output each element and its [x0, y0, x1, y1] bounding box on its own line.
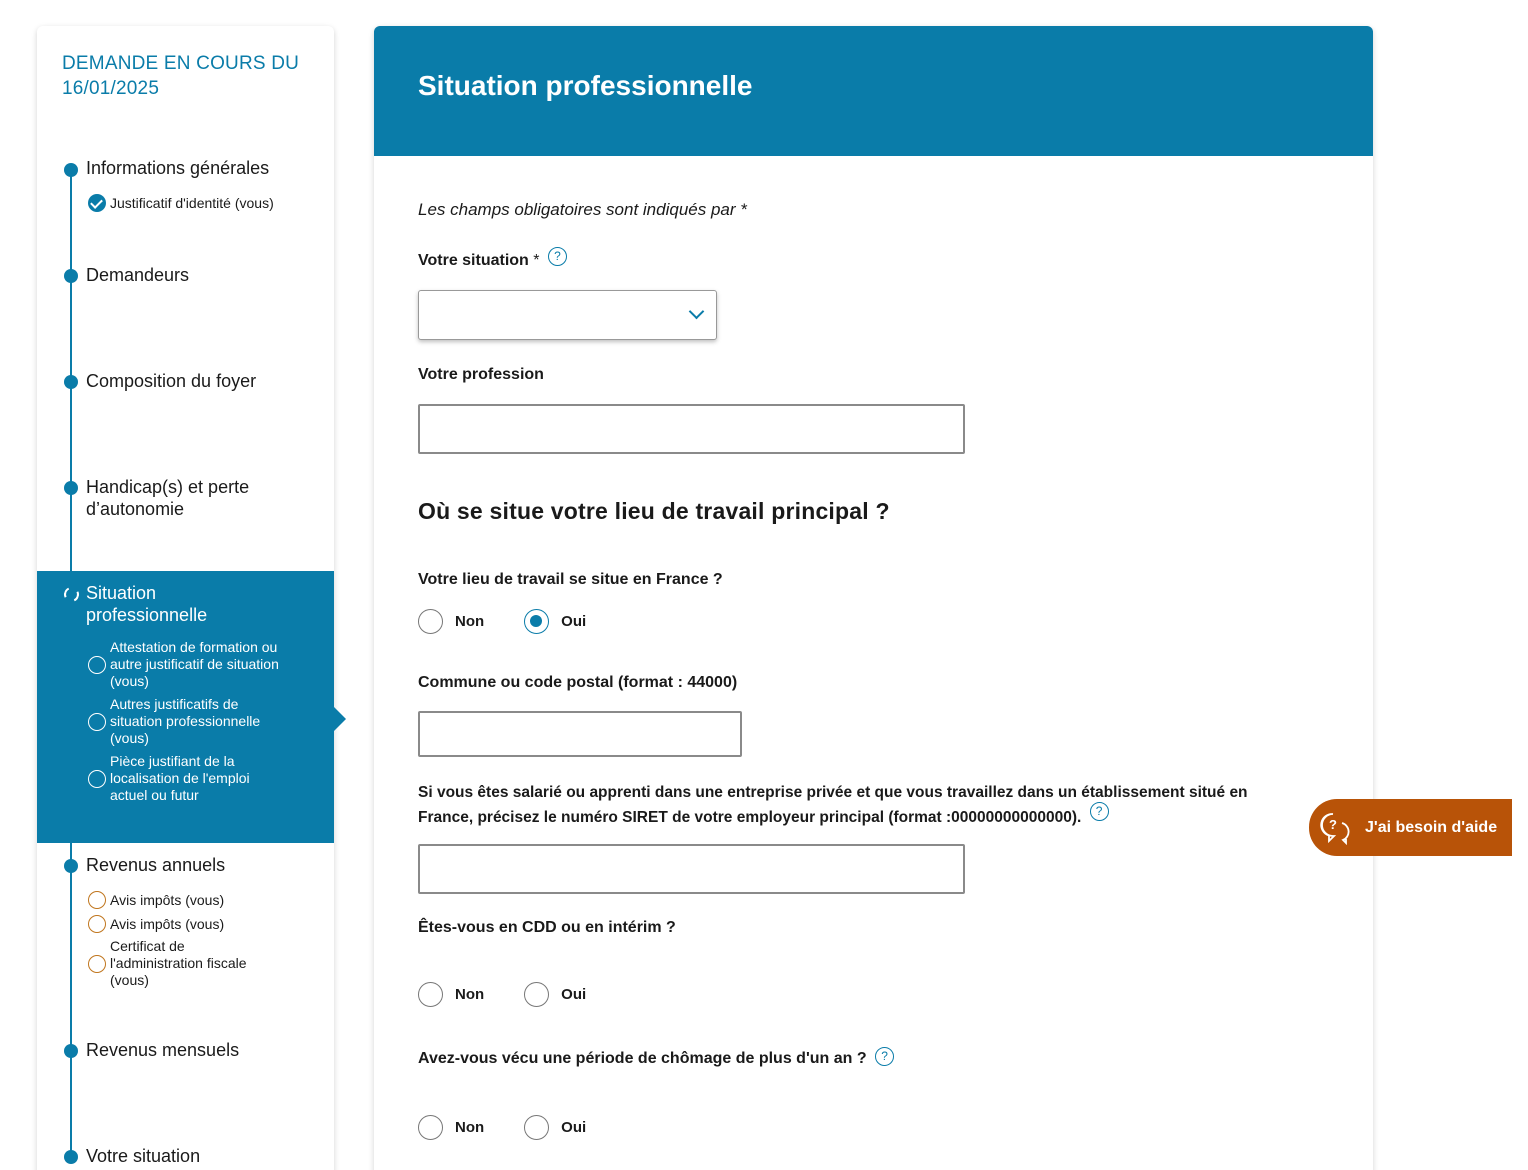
pending-circle-icon: [88, 915, 106, 933]
siret-label-text: Si vous êtes salarié ou apprenti dans une entreprise privée et que vous travaillez dans un établissement situé en France, précisez le numéro SIRET de votre employeur principal (format :00000000000000).: [418, 784, 1248, 826]
need-help-button[interactable]: [1309, 799, 1512, 856]
sub-item-label: Attestation de formation ou autre justificatif de situation (vous): [110, 639, 279, 689]
sub-item-label: Pièce justifiant de la localisation de l'emploi actuel ou futur: [110, 753, 250, 803]
check-circle-icon: [88, 194, 106, 212]
radio-label-yes: Oui: [561, 986, 587, 1003]
france-yes-radio[interactable]: [524, 609, 549, 634]
commune-label: Commune ou code postal (format : 44000): [418, 674, 738, 691]
page-title: Situation professionnelle: [418, 70, 753, 101]
step-dot: [64, 163, 78, 177]
unemployment-no-radio[interactable]: [418, 1115, 443, 1140]
cdd-radio-group: [418, 982, 626, 1007]
unemployment-question: Avez-vous vécu une période de chômage de plus d'un an ?: [418, 1050, 867, 1067]
sub-item-label: Avis impôts (vous): [110, 891, 225, 908]
help-icon[interactable]: ?: [548, 247, 567, 266]
pending-circle-icon: [88, 656, 106, 674]
step-monthly-income[interactable]: Revenus mensuels: [86, 1040, 240, 1060]
step-your-situation[interactable]: Votre situation: [86, 1146, 201, 1166]
cdd-yes-radio[interactable]: [524, 982, 549, 1007]
sub-item-label: Certificat de l'administration fiscale (vous): [110, 938, 247, 988]
need-help-label: J'ai besoin d'aide: [1365, 818, 1498, 836]
step-disability[interactable]: Handicap(s) et perte d’autonomie: [86, 477, 250, 519]
unemployment-yes-radio[interactable]: [524, 1115, 549, 1140]
step-dot: [64, 481, 78, 495]
required-fields-note: Les champs obligatoires sont indiqués par *: [418, 200, 747, 219]
svg-text:?: ?: [1329, 816, 1337, 832]
request-title: DEMANDE EN COURS DU 16/01/2025: [62, 53, 300, 99]
radio-label-no: Non: [455, 986, 485, 1003]
radio-label-yes: Oui: [561, 1119, 587, 1136]
radio-label-no: Non: [455, 1119, 485, 1136]
sub-item-tax-notice[interactable]: [88, 891, 224, 909]
france-question: Votre lieu de travail se situe en France ?: [418, 571, 723, 588]
radio-label-yes: Oui: [561, 613, 587, 630]
situation-select[interactable]: [418, 290, 717, 340]
active-step-pointer: [334, 707, 346, 731]
sub-item-tax-notice[interactable]: [88, 915, 224, 933]
form-panel: [374, 26, 1373, 1170]
step-general[interactable]: Informations générales: [86, 158, 270, 178]
step-dot: [64, 269, 78, 283]
cdd-no-radio[interactable]: [418, 982, 443, 1007]
panel-header: [374, 26, 1373, 156]
france-radio-group: [418, 609, 626, 634]
pending-circle-icon: [88, 955, 106, 973]
sub-item-label: Avis impôts (vous): [110, 915, 225, 932]
siret-input[interactable]: [418, 844, 965, 894]
sub-item-training-certificate[interactable]: [88, 639, 285, 690]
progress-sidebar: [37, 26, 334, 1170]
profession-label: Votre profession: [418, 366, 544, 383]
required-marker: *: [533, 252, 540, 269]
sub-item-job-location[interactable]: [88, 753, 285, 804]
profession-input[interactable]: [418, 404, 965, 454]
timeline-line: [70, 171, 72, 571]
unemployment-radio-group: [418, 1115, 626, 1140]
step-annual-income[interactable]: Revenus annuels: [86, 855, 226, 875]
cdd-question: Êtes-vous en CDD ou en intérim ?: [418, 919, 676, 936]
step-dot: [64, 1044, 78, 1058]
situation-label: [418, 249, 567, 270]
unemployment-label: [418, 1050, 894, 1068]
step-professional: Situation professionnelle: [86, 583, 208, 625]
pending-circle-icon: [88, 770, 106, 788]
step-dot: [64, 1150, 78, 1164]
active-step-professional[interactable]: [37, 571, 334, 843]
siret-label: [418, 780, 1298, 830]
chat-help-icon: [1319, 811, 1353, 845]
radio-label-no: Non: [455, 613, 485, 630]
step-dot: [64, 375, 78, 389]
sub-item-identity[interactable]: [88, 194, 274, 212]
commune-input[interactable]: [418, 711, 742, 757]
sub-item-label: Autres justificatifs de situation professionnelle (vous): [110, 696, 261, 746]
france-no-radio[interactable]: [418, 609, 443, 634]
sub-item-tax-certificate[interactable]: [88, 938, 280, 989]
step-dot: [64, 859, 78, 873]
help-icon[interactable]: ?: [1090, 802, 1109, 821]
workplace-heading: Où se situe votre lieu de travail principal ?: [418, 498, 890, 524]
help-icon[interactable]: ?: [875, 1047, 894, 1066]
timeline-line: [70, 843, 72, 1163]
in-progress-icon: [62, 585, 81, 604]
sub-item-label: Justificatif d'identité (vous): [110, 194, 274, 211]
sub-item-other-proofs[interactable]: [88, 696, 285, 747]
situation-label-text: Votre situation: [418, 252, 529, 269]
step-household[interactable]: Composition du foyer: [86, 371, 257, 391]
step-applicants[interactable]: Demandeurs: [86, 265, 190, 285]
chevron-down-icon: [689, 304, 705, 320]
pending-circle-icon: [88, 713, 106, 731]
pending-circle-icon: [88, 891, 106, 909]
